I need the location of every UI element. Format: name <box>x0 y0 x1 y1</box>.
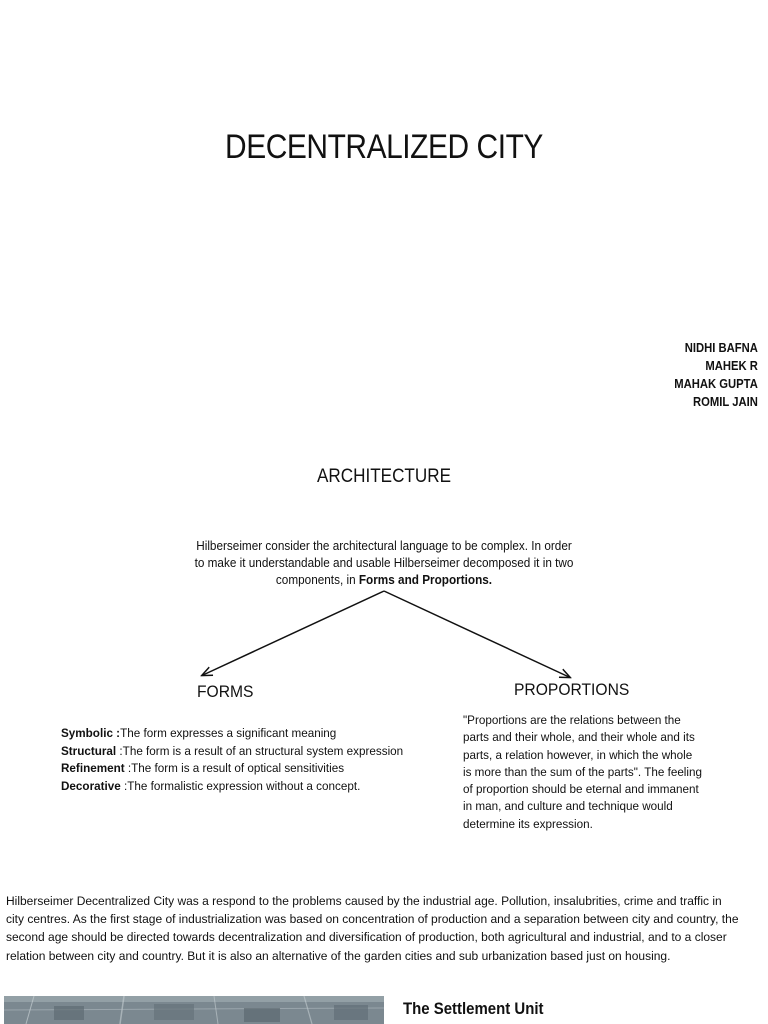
form-desc: The form expresses a significant meaning <box>120 726 337 740</box>
forms-list <box>61 725 422 795</box>
form-desc: :The form is a result of an structural system expression <box>116 743 404 758</box>
author-name: ROMIL JAIN <box>693 395 758 409</box>
form-item-refinement <box>61 760 422 778</box>
form-term: Symbolic : <box>61 726 121 740</box>
document-title: DECENTRALIZED CITY <box>225 128 543 166</box>
arrow-to-forms <box>203 591 384 675</box>
settlement-heading: The Settlement Unit <box>403 999 544 1018</box>
body-paragraph: Hilberseimer Decentralized City was a respond to the problems caused by the industrial age. Pollution, insalubrities, crime and traffic in city centres. As the first stage of industrialization was based on concentration of production and a separation between city and country, the second age should be directed towards decentralization and diversification of production, both agricultural and industrial, and to a closer relation between city and country. But it is also an alternative of the garden cities and sub urbanization based just on housing. <box>6 894 739 963</box>
form-term: Decorative <box>61 778 121 793</box>
form-term: Structural <box>61 743 117 758</box>
form-desc: :The formalistic expression without a concept. <box>120 778 361 793</box>
form-item-symbolic <box>61 725 422 743</box>
form-term: Refinement <box>61 761 125 775</box>
author-name: NIDHI BAFNA <box>684 341 758 355</box>
intro-text: Hilberseimer consider the architectural language to be complex. In order to make it understandable and usable Hilberseimer decomposed it in two components, in <box>194 539 574 587</box>
intro-bold-text: Forms and Proportions. <box>358 573 493 587</box>
settlement-aerial-image <box>4 996 384 1024</box>
proportions-text: "Proportions are the relations between the parts and their whole, and their whole and its parts, a relation however, in which the whole is more than the sum of the parts". The feeling of proportion should be eternal and immanent in man, and culture and technique would determine its expression. <box>463 713 702 831</box>
author-name: MAHAK GUPTA <box>674 377 758 391</box>
form-desc: :The form is a result of optical sensitivities <box>124 761 345 775</box>
forms-heading: FORMS <box>197 682 254 701</box>
aerial-texture <box>4 996 384 1024</box>
arrow-to-proportions <box>384 591 569 677</box>
form-item-decorative <box>61 778 422 796</box>
architecture-heading: ARCHITECTURE <box>317 466 451 487</box>
author-name: MAHEK R <box>705 359 758 373</box>
proportions-heading: PROPORTIONS <box>514 680 630 699</box>
form-item-structural <box>61 743 422 761</box>
